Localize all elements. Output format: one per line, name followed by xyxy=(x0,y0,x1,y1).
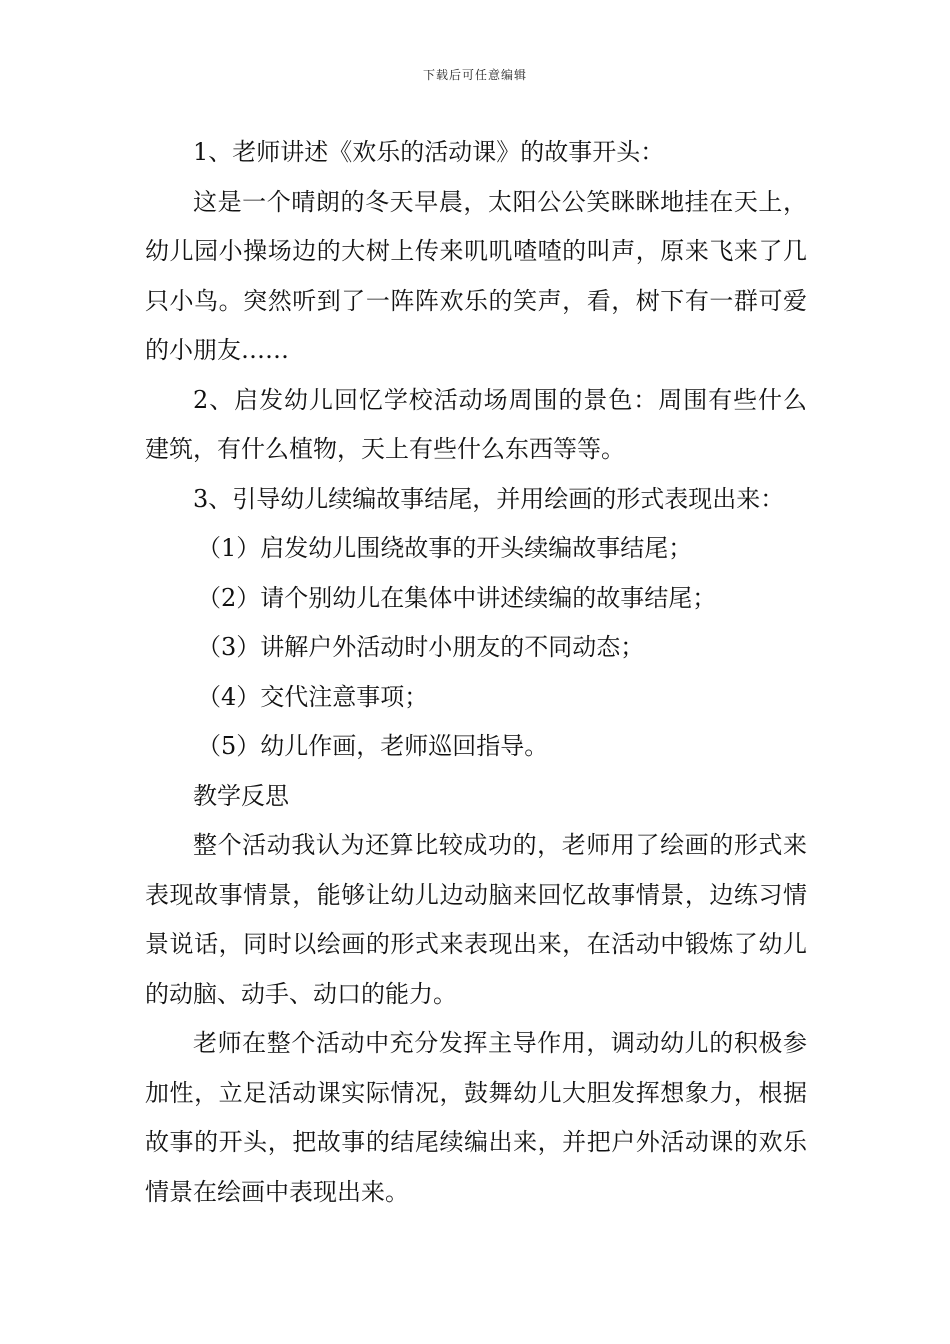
paragraph-substep-2: （2）请个别幼儿在集体中讲述续编的故事结尾； xyxy=(197,583,717,612)
paragraph-substep-3: （3）讲解户外活动时小朋友的不同动态； xyxy=(197,633,645,661)
paragraph-step-2: 2、启发幼儿回忆学校活动场周围的景色：周围有些什么建筑，有什么植物，天上有些什么东西等等。 xyxy=(145,385,807,463)
document-body xyxy=(145,128,807,1217)
paragraph-reflection-2: 老师在整个活动中充分发挥主导作用，调动幼儿的积极参加性，立足活动课实际情况，鼓舞幼儿大胆发挥想象力，根据故事的开头，把故事的结尾续编出来，并把户外活动课的欢乐情景在绘画中表现出来。 xyxy=(145,1029,807,1206)
section-heading-reflection: 教学反思 xyxy=(193,781,289,810)
page-header: 下载后可任意编辑 xyxy=(422,68,527,82)
paragraph-story-opening: 这是一个晴朗的冬天早晨，太阳公公笑眯眯地挂在天上，幼儿园小操场边的大树上传来叽叽喳喳的叫声，原来飞来了几只小鸟。突然听到了一阵阵欢乐的笑声，看，树下有一群可爱的小朋友…… xyxy=(145,187,807,364)
paragraph-reflection-1: 整个活动我认为还算比较成功的，老师用了绘画的形式来表现故事情景，能够让幼儿边动脑来回忆故事情景，边练习情景说话，同时以绘画的形式来表现出来，在活动中锻炼了幼儿的动脑、动手、动口的能力。 xyxy=(145,831,807,1008)
paragraph-step-1: 1、老师讲述《欢乐的活动课》的故事开头： xyxy=(193,138,665,166)
paragraph-substep-4: （4）交代注意事项； xyxy=(197,682,429,711)
paragraph-step-3: 3、引导幼儿续编故事结尾，并用绘画的形式表现出来： xyxy=(193,484,785,513)
paragraph-substep-1: （1）启发幼儿围绕故事的开头续编故事结尾； xyxy=(197,534,693,562)
paragraph-substep-5: （5）幼儿作画，老师巡回指导。 xyxy=(197,732,549,760)
